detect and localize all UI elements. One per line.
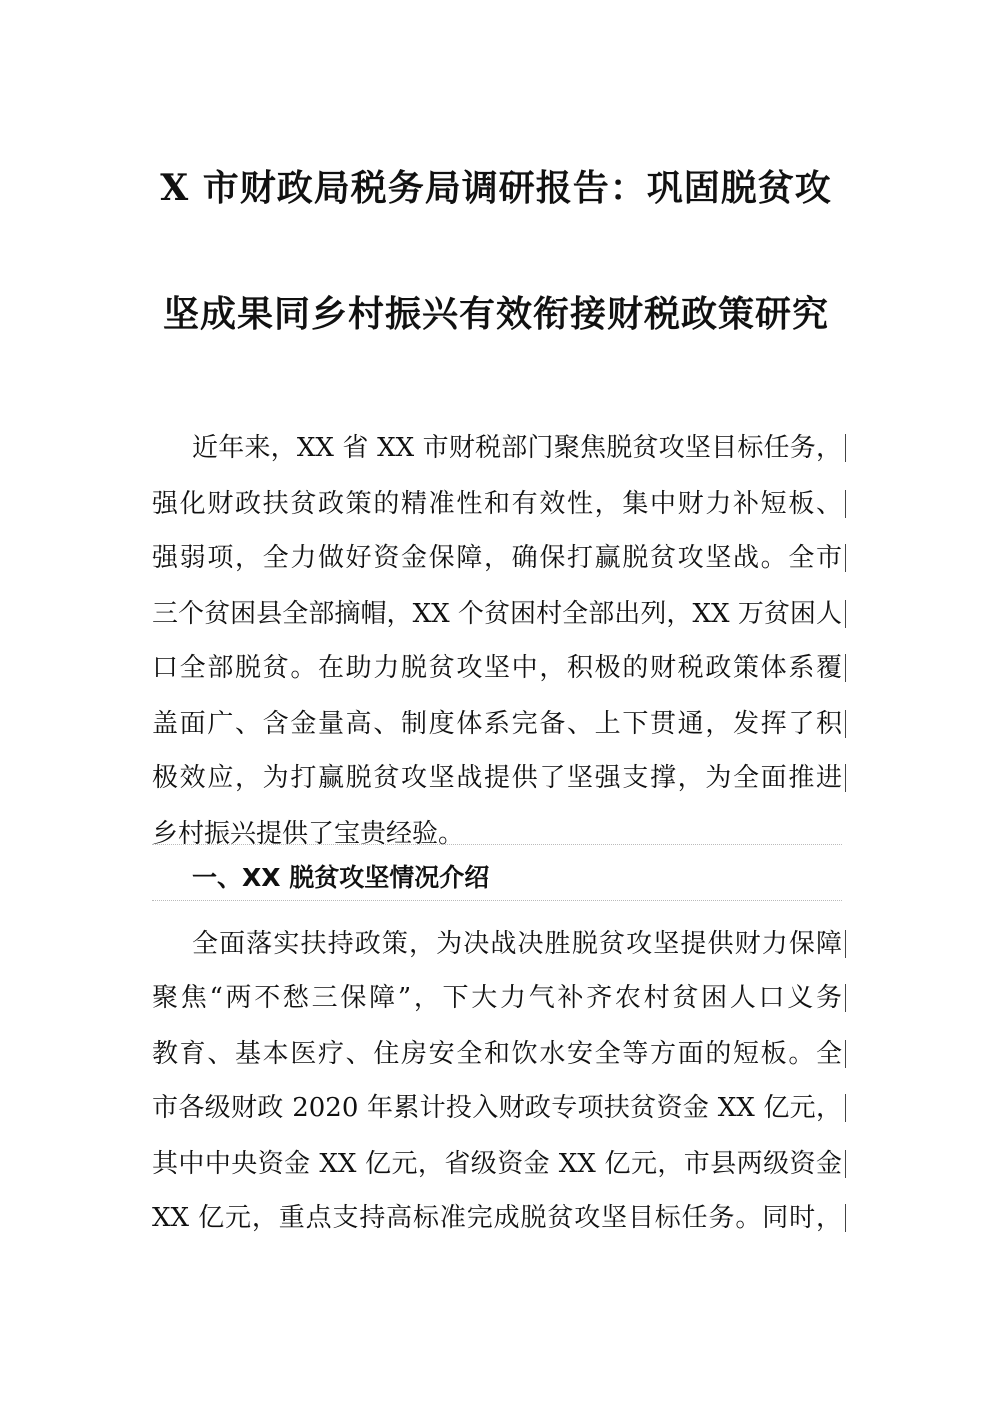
paragraph-line: 聚焦“两不愁三保障”，下大力气补齐农村贫困人口义务	[152, 983, 842, 1013]
margin-mark	[845, 434, 846, 462]
margin-mark	[845, 1204, 846, 1232]
margin-mark	[845, 654, 846, 682]
section-heading: 一、XX 脱贫攻坚情况介绍	[192, 863, 490, 892]
margin-mark	[845, 710, 846, 738]
paragraph-divider	[152, 844, 842, 845]
margin-mark	[845, 1150, 846, 1178]
paragraph-line: 乡村振兴提供了宝贵经验。	[152, 819, 465, 849]
paragraph-line: 市各级财政 2020 年累计投入财政专项扶贫资金 XX 亿元，	[152, 1093, 842, 1123]
paragraph-line: 强弱项，全力做好资金保障，确保打赢脱贫攻坚战。全市	[152, 543, 842, 573]
paragraph-line: 极效应，为打赢脱贫攻坚战提供了坚强支撑，为全面推进	[152, 763, 842, 793]
margin-mark	[845, 1094, 846, 1122]
paragraph-line: 其中中央资金 XX 亿元，省级资金 XX 亿元，市县两级资金	[152, 1149, 842, 1179]
paragraph-line: 全面落实扶持政策，为决战决胜脱贫攻坚提供财力保障	[192, 929, 842, 959]
paragraph-line: 近年来，XX 省 XX 市财税部门聚焦脱贫攻坚目标任务，	[192, 433, 842, 463]
paragraph-line: XX 亿元，重点支持高标准完成脱贫攻坚目标任务。同时，	[152, 1203, 842, 1233]
margin-mark	[845, 490, 846, 518]
document-title-line-1: X 市财政局税务局调研报告：巩固脱贫攻	[160, 167, 832, 209]
paragraph-line: 盖面广、含金量高、制度体系完备、上下贯通，发挥了积	[152, 709, 842, 739]
paragraph-line: 口全部脱贫。在助力脱贫攻坚中，积极的财税政策体系覆	[152, 653, 842, 683]
paragraph-line: 强化财政扶贫政策的精准性和有效性，集中财力补短板、	[152, 489, 842, 519]
margin-mark	[845, 764, 846, 792]
margin-mark	[845, 600, 846, 628]
margin-mark	[845, 544, 846, 572]
paragraph-line: 三个贫困县全部摘帽，XX 个贫困村全部出列，XX 万贫困人	[152, 599, 842, 629]
paragraph-line: 教育、基本医疗、住房安全和饮水安全等方面的短板。全	[152, 1039, 842, 1069]
heading-divider	[152, 900, 842, 901]
margin-mark	[845, 930, 846, 958]
document-title-line-2: 坚成果同乡村振兴有效衔接财税政策研究	[162, 293, 829, 335]
margin-mark	[845, 984, 846, 1012]
margin-mark	[845, 1040, 846, 1068]
